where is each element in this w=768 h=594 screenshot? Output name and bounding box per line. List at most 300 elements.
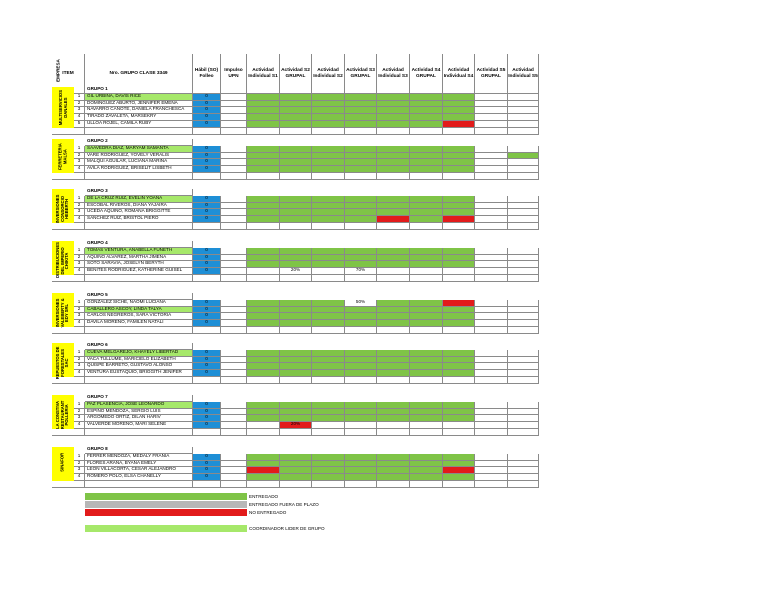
spacer-cell: [410, 128, 443, 135]
activity-cell: 70%: [345, 268, 377, 275]
activity-cell: [345, 467, 377, 474]
activity-cell: [247, 461, 280, 468]
activity-cell: [247, 216, 280, 223]
spacer-cell: [312, 327, 345, 334]
spacer-cell: [475, 327, 508, 334]
member-number: 1: [74, 146, 85, 153]
activity-cell: [475, 203, 508, 210]
activity-cell: [377, 422, 410, 429]
activity-cell: [475, 196, 508, 203]
habil-cell: 0: [193, 196, 221, 203]
activity-cell: [345, 196, 377, 203]
activity-cell: [280, 467, 312, 474]
member-number: 3: [74, 261, 85, 268]
activity-cell: [475, 248, 508, 255]
activity-cell: [443, 370, 475, 377]
activity-cell: [508, 474, 539, 481]
impulso-cell: [221, 261, 247, 268]
activity-cell: [247, 159, 280, 166]
impulso-cell: [221, 363, 247, 370]
activity-cell: [345, 415, 377, 422]
company-name: DISTRIBUCIONES DEL IMPERIO CHIKITA: [55, 242, 70, 278]
activity-cell: [312, 467, 345, 474]
activity-cell: [280, 255, 312, 262]
member-name: VARE RODRIGUEZ, YOVELY VERALIS: [85, 153, 193, 160]
spacer-cell: [312, 429, 345, 436]
spacer-cell: [52, 481, 85, 488]
impulso-cell: [221, 300, 247, 307]
spacer-cell: [508, 377, 539, 384]
spacer-cell: [508, 128, 539, 135]
activity-cell: [312, 300, 345, 307]
activity-cell: [410, 320, 443, 327]
activity-cell: [410, 474, 443, 481]
impulso-cell: [221, 409, 247, 416]
spacer-cell: [345, 223, 377, 230]
activity-cell: [345, 166, 377, 173]
spacer-cell: [312, 377, 345, 384]
impulso-cell: [221, 357, 247, 364]
header-activity-8: Actividad S5 GRUPAL: [475, 54, 508, 94]
spacer-cell: [443, 429, 475, 436]
activity-cell: 50%: [345, 300, 377, 307]
activity-cell: [312, 94, 345, 101]
habil-cell: 0: [193, 121, 221, 128]
activity-cell: [280, 461, 312, 468]
spacer-cell: [247, 128, 280, 135]
activity-cell: [475, 146, 508, 153]
member-number: 2: [74, 255, 85, 262]
member-name: BENITES RODRIGUEZ, KATHERINE GUISEL: [85, 268, 193, 275]
member-name: CABALLERO ASCOY, LINDA TALYA: [85, 307, 193, 314]
spacer-cell: [221, 128, 247, 135]
activity-cell: [475, 357, 508, 364]
activity-cell: [247, 454, 280, 461]
habil-cell: 0: [193, 261, 221, 268]
activity-cell: [377, 474, 410, 481]
activity-cell: [345, 320, 377, 327]
legend-late-label: ENTREGADO FUERA DE PLAZO: [249, 502, 319, 507]
activity-cell: [345, 454, 377, 461]
company-name: FERRETERIA MALSA: [57, 143, 67, 170]
activity-cell: [410, 196, 443, 203]
activity-cell: [508, 216, 539, 223]
activity-cell: [312, 209, 345, 216]
activity-cell: [377, 159, 410, 166]
activity-cell: [312, 370, 345, 377]
spacer-cell: [475, 275, 508, 282]
activity-cell: [280, 313, 312, 320]
spacer-cell: [443, 481, 475, 488]
spacer-cell: [52, 223, 85, 230]
activity-cell: [508, 121, 539, 128]
member-number: 3: [74, 209, 85, 216]
activity-cell: [312, 313, 345, 320]
activity-cell: [508, 94, 539, 101]
activity-cell: [280, 454, 312, 461]
activity-cell: [247, 121, 280, 128]
member-name: AQUINO ALVAREZ, MARTHA JIMENA: [85, 255, 193, 262]
impulso-cell: [221, 474, 247, 481]
activity-cell: [247, 467, 280, 474]
member-number: 4: [74, 166, 85, 173]
spacer-cell: [85, 173, 193, 180]
activity-cell: [280, 350, 312, 357]
activity-cell: [410, 166, 443, 173]
spacer-cell: [443, 275, 475, 282]
member-name: TIRADO ZAVALETA, MARSEKRY: [85, 114, 193, 121]
impulso-cell: [221, 153, 247, 160]
activity-cell: [410, 153, 443, 160]
activity-cell: [377, 415, 410, 422]
habil-cell: 0: [193, 461, 221, 468]
spacer-cell: [193, 173, 221, 180]
member-name: GONZALEZ SICHE, NAOMI LUCIANA: [85, 300, 193, 307]
spacer-cell: [85, 128, 193, 135]
activity-cell: [312, 121, 345, 128]
group-title: GRUPO 8: [85, 447, 193, 454]
activity-cell: [410, 255, 443, 262]
member-name: ESPINO MENDOZA, SERGIO LUIS: [85, 409, 193, 416]
member-name: DE LA CRUZ RUIZ, EVELIN YOANA: [85, 196, 193, 203]
activity-cell: [410, 300, 443, 307]
spacer-cell: [508, 327, 539, 334]
impulso-cell: [221, 216, 247, 223]
spacer-cell: [475, 429, 508, 436]
activity-cell: [410, 121, 443, 128]
member-name: UCEDA AQUINO, ROMANA BRIGGITTE: [85, 209, 193, 216]
activity-cell: [247, 422, 280, 429]
activity-cell: [475, 94, 508, 101]
habil-cell: 0: [193, 209, 221, 216]
activity-cell: [247, 300, 280, 307]
activity-cell: [345, 146, 377, 153]
activity-cell: [345, 203, 377, 210]
legend-delivered-label: ENTREGADO: [249, 494, 279, 499]
activity-cell: [377, 94, 410, 101]
spacer-cell: [312, 223, 345, 230]
activity-cell: [410, 268, 443, 275]
member-number: 4: [74, 422, 85, 429]
activity-cell: [280, 153, 312, 160]
activity-cell: [443, 107, 475, 114]
activity-cell: [312, 255, 345, 262]
activity-cell: [410, 307, 443, 314]
activity-cell: [410, 402, 443, 409]
impulso-cell: [221, 370, 247, 377]
activity-cell: [312, 363, 345, 370]
impulso-cell: [221, 307, 247, 314]
activity-cell: [377, 409, 410, 416]
activity-cell: [377, 467, 410, 474]
activity-cell: [410, 467, 443, 474]
activity-cell: [345, 370, 377, 377]
activity-cell: [475, 370, 508, 377]
spacer-cell: [508, 223, 539, 230]
habil-cell: 0: [193, 320, 221, 327]
activity-cell: [475, 320, 508, 327]
spacer-cell: [221, 377, 247, 384]
activity-cell: [280, 209, 312, 216]
spacer-cell: [247, 173, 280, 180]
member-name: SANCHEZ RUIZ, BRISTOL PIERO: [85, 216, 193, 223]
activity-cell: [410, 350, 443, 357]
activity-cell: [443, 474, 475, 481]
activity-cell: [410, 409, 443, 416]
member-name: PAZ PLASENCIA, JOSE LEONARDO: [85, 402, 193, 409]
member-number: 1: [74, 248, 85, 255]
activity-cell: [280, 121, 312, 128]
spacer-cell: [377, 481, 410, 488]
activity-cell: [377, 153, 410, 160]
activity-cell: [280, 107, 312, 114]
activity-cell: [377, 300, 410, 307]
activity-cell: [345, 261, 377, 268]
activity-cell: [312, 166, 345, 173]
spacer-cell: [247, 275, 280, 282]
activity-cell: [410, 209, 443, 216]
activity-cell: [247, 166, 280, 173]
activity-cell: [410, 363, 443, 370]
member-number: 2: [74, 153, 85, 160]
activity-cell: [508, 307, 539, 314]
activity-cell: [247, 146, 280, 153]
activity-cell: [280, 409, 312, 416]
activity-cell: [410, 248, 443, 255]
activity-cell: [247, 350, 280, 357]
activity-cell: [377, 261, 410, 268]
activity-cell: [377, 114, 410, 121]
activity-cell: [377, 461, 410, 468]
member-name: DOMINGUEZ ABURTO, JENNIFER EMENA: [85, 101, 193, 108]
spacer-cell: [475, 377, 508, 384]
activity-cell: [475, 402, 508, 409]
spacer-cell: [312, 481, 345, 488]
member-name: ARGOMEDO ORTIZ, DILAN HARIV: [85, 415, 193, 422]
spacer-cell: [193, 327, 221, 334]
activity-cell: [247, 415, 280, 422]
member-number: 1: [74, 94, 85, 101]
activity-cell: [443, 261, 475, 268]
spacer-cell: [247, 481, 280, 488]
activity-cell: [377, 268, 410, 275]
activity-cell: [443, 153, 475, 160]
activity-cell: [280, 94, 312, 101]
activity-cell: [508, 255, 539, 262]
member-number: 2: [74, 357, 85, 364]
activity-cell: [377, 216, 410, 223]
spacer-cell: [377, 128, 410, 135]
activity-cell: [508, 159, 539, 166]
member-name: LEON VILLACORTA, CESAR ALEJANDRO: [85, 467, 193, 474]
activity-cell: [443, 166, 475, 173]
activity-cell: [312, 474, 345, 481]
activity-cell: [475, 159, 508, 166]
activity-cell: [377, 121, 410, 128]
spacer-cell: [193, 481, 221, 488]
company-name: INVERSIONES CONSORCIO HEBERTH: [55, 194, 70, 224]
activity-cell: [377, 203, 410, 210]
member-name: NAVARRO CAÑOTE, DANIELA FRANCHESCA: [85, 107, 193, 114]
activity-cell: [443, 461, 475, 468]
activity-cell: [475, 255, 508, 262]
activity-cell: [377, 248, 410, 255]
habil-cell: 0: [193, 101, 221, 108]
spacer-cell: [85, 377, 193, 384]
activity-cell: [410, 261, 443, 268]
spacer-cell: [52, 128, 85, 135]
legend-not-delivered-swatch: [85, 509, 247, 516]
activity-cell: [247, 203, 280, 210]
activity-cell: [280, 203, 312, 210]
habil-cell: 0: [193, 357, 221, 364]
member-name: CARLOS NEGREROS, SARA VICTORIA: [85, 313, 193, 320]
activity-cell: [508, 409, 539, 416]
habil-cell: 0: [193, 350, 221, 357]
member-name: AVILA RODRIGUEZ, BRISELIT LISBETH: [85, 166, 193, 173]
spacer-cell: [377, 223, 410, 230]
activity-cell: [377, 402, 410, 409]
header-activity-9: Actividad Individual S5: [508, 54, 539, 94]
member-number: 4: [74, 268, 85, 275]
spacer-cell: [475, 173, 508, 180]
activity-cell: [247, 209, 280, 216]
activity-cell: [345, 357, 377, 364]
spacer-cell: [312, 275, 345, 282]
spacer-cell: [410, 377, 443, 384]
spacer-cell: [377, 429, 410, 436]
header-activity-6: Actividad S4 GRUPAL: [410, 54, 443, 94]
activity-cell: [443, 402, 475, 409]
impulso-cell: [221, 107, 247, 114]
member-name: ROMERO POLO, ELSA CHANELLY: [85, 474, 193, 481]
activity-cell: [508, 196, 539, 203]
habil-cell: 0: [193, 153, 221, 160]
activity-cell: [443, 101, 475, 108]
spacer-cell: [312, 128, 345, 135]
group-title: GRUPO 6: [85, 343, 193, 350]
member-number: 4: [74, 370, 85, 377]
group-title: GRUPO 3: [85, 189, 193, 196]
spacer-cell: [312, 173, 345, 180]
activity-cell: [443, 357, 475, 364]
spacer-cell: [410, 223, 443, 230]
member-name: SOTO SARAVIA, JOSELYN BERYTH: [85, 261, 193, 268]
activity-cell: [377, 101, 410, 108]
activity-cell: [247, 248, 280, 255]
activity-cell: [312, 320, 345, 327]
header-activity-3: Actividad Individual S2: [312, 54, 345, 94]
impulso-cell: [221, 209, 247, 216]
activity-cell: [475, 121, 508, 128]
activity-cell: [443, 415, 475, 422]
activity-cell: [508, 107, 539, 114]
impulso-cell: [221, 461, 247, 468]
activity-cell: [508, 203, 539, 210]
activity-cell: [475, 454, 508, 461]
activity-cell: [443, 203, 475, 210]
activity-cell: [475, 216, 508, 223]
impulso-cell: [221, 255, 247, 262]
member-name: MALQUI AGUILAR, LUCIANA MARINA: [85, 159, 193, 166]
activity-cell: [280, 261, 312, 268]
activity-cell: [410, 313, 443, 320]
activity-cell: [377, 307, 410, 314]
header-item: ITEM: [52, 54, 85, 94]
activity-cell: [410, 415, 443, 422]
activity-cell: [280, 196, 312, 203]
habil-cell: 0: [193, 248, 221, 255]
activity-cell: [312, 415, 345, 422]
spacer-cell: [85, 429, 193, 436]
activity-cell: [475, 114, 508, 121]
activity-cell: [508, 415, 539, 422]
spacer-cell: [193, 275, 221, 282]
activity-cell: [280, 101, 312, 108]
member-number: 2: [74, 203, 85, 210]
impulso-cell: [221, 159, 247, 166]
activity-cell: [345, 409, 377, 416]
activity-cell: [475, 422, 508, 429]
spacer-cell: [280, 128, 312, 135]
spacer-cell: [85, 327, 193, 334]
activity-cell: [247, 107, 280, 114]
spacer-cell: [345, 128, 377, 135]
activity-cell: [345, 121, 377, 128]
activity-cell: [280, 166, 312, 173]
activity-cell: [345, 402, 377, 409]
activity-cell: [345, 153, 377, 160]
activity-cell: [377, 357, 410, 364]
header-empresa: EMPRESA: [55, 59, 61, 82]
habil-cell: 0: [193, 166, 221, 173]
activity-cell: [475, 415, 508, 422]
activity-cell: [443, 313, 475, 320]
member-number: 2: [74, 461, 85, 468]
member-number: 3: [74, 159, 85, 166]
activity-cell: [247, 196, 280, 203]
spacer-cell: [475, 223, 508, 230]
member-name: ULLOA ROJEL, CAMILA RUBY: [85, 121, 193, 128]
activity-cell: [475, 209, 508, 216]
activity-cell: [312, 261, 345, 268]
activity-cell: [508, 114, 539, 121]
spacer-cell: [280, 327, 312, 334]
activity-cell: [280, 114, 312, 121]
habil-cell: 0: [193, 107, 221, 114]
activity-cell: [312, 268, 345, 275]
member-number: 1: [74, 196, 85, 203]
member-name: QUISPE BARRETO, GUSTAVO ALONSO: [85, 363, 193, 370]
activity-cell: [247, 101, 280, 108]
activity-cell: 20%: [280, 268, 312, 275]
group-title: GRUPO 4: [85, 241, 193, 248]
activity-cell: [410, 203, 443, 210]
activity-cell: [508, 153, 539, 160]
spacer-cell: [410, 327, 443, 334]
spacer-cell: [52, 377, 85, 384]
habil-cell: 0: [193, 409, 221, 416]
legend-coordinator-label: COORDINADOR LIDER DE GRUPO: [249, 526, 325, 531]
activity-cell: [377, 166, 410, 173]
spacer-cell: [280, 429, 312, 436]
activity-cell: [312, 357, 345, 364]
spacer-cell: [443, 173, 475, 180]
activity-cell: [280, 300, 312, 307]
habil-cell: 0: [193, 307, 221, 314]
activity-cell: [443, 467, 475, 474]
member-number: 2: [74, 101, 85, 108]
